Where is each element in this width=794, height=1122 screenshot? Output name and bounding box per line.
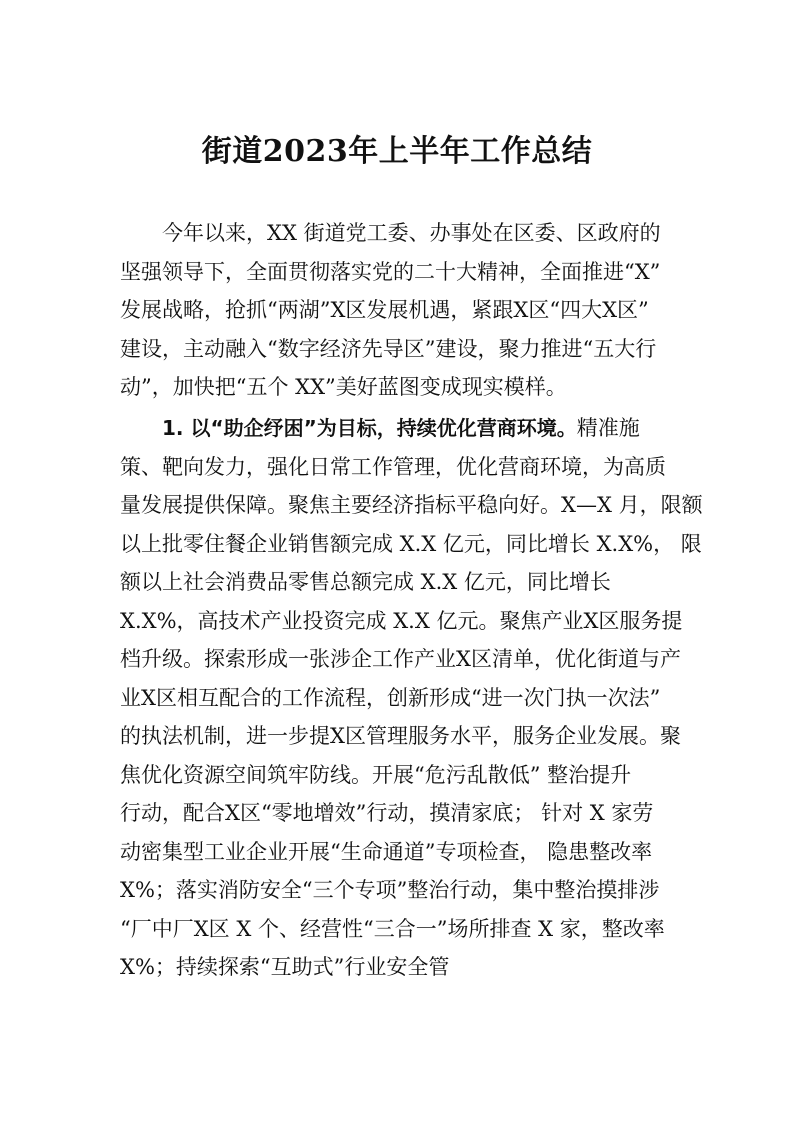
paragraph-line: 今年以来，XX 街道党工委、办事处在区委、区政府的 — [162, 221, 661, 245]
section-1-heading: 1. 以“助企纾困”为目标，持续优化营商环境。 — [162, 416, 577, 440]
paragraph-line: 建设，主动融入“数字经济先导区”建设，聚力推进“五大行 — [120, 336, 657, 361]
paragraph-line: “厂中厂X区 X 个、经营性“三合一”场所排查 X 家，整改率 — [120, 916, 665, 941]
paragraph-line: 量发展提供保障。聚焦主要经济指标平稳向好。X—X 月，限额 — [120, 493, 703, 517]
paragraph-line: X.X%，高技术产业投资完成 X.X 亿元。聚焦产业X区服务提 — [120, 608, 683, 633]
section-1-first-line — [120, 409, 690, 448]
paragraph-line: 动”，加快把“五个 XX”美好蓝图变成现实模样。 — [120, 375, 567, 399]
paragraph-line: 发展战略，抢抓“两湖”X区发展机遇，紧跟X区“四大X区” — [120, 298, 649, 322]
paragraph-line: 策、靶向发力，强化日常工作管理，优化营商环境，为高质 — [120, 454, 666, 479]
paragraph-line: X%；落实消防安全“三个专项”整治行动，集中整治摸排涉 — [120, 878, 660, 902]
document-title: 街道2023年上半年工作总结 — [201, 134, 593, 169]
paragraph-line: X%；持续探索“互助式”行业安全管 — [120, 955, 450, 979]
paragraph-line: 坚强领导下，全面贯彻落实党的二十大精神，全面推进“X” — [120, 259, 661, 284]
section-1-paragraph — [120, 409, 703, 987]
paragraph-line: 业X区相互配合的工作流程，创新形成“进一次门执一次法” — [120, 685, 661, 710]
paragraph-line: 动密集型工业企业开展“生命通道”专项检查， 隐患整改率 — [120, 839, 653, 864]
paragraph-line: 以上批零住餐企业销售额完成 X.X 亿元，同比增长 X.X%， 限 — [120, 531, 702, 556]
paragraph-line: 的执法机制，进一步提X区管理服务水平，服务企业发展。聚 — [120, 724, 681, 748]
section-1-first-line-text: 精准施 — [576, 416, 640, 440]
paragraph-line: 行动，配合X区“零地增效”行动，摸清家底； 针对 X 家劳 — [120, 801, 654, 825]
paragraph-line: 额以上社会消费品零售总额完成 X.X 亿元，同比增长 — [120, 570, 611, 594]
paragraph-line: 焦优化资源空间筑牢防线。开展“危污乱散低” 整治提升 — [120, 762, 632, 787]
intro-paragraph — [120, 214, 690, 407]
paragraph-line: 档升级。探索形成一张涉企工作产业X区清单，优化街道与产 — [120, 647, 681, 671]
